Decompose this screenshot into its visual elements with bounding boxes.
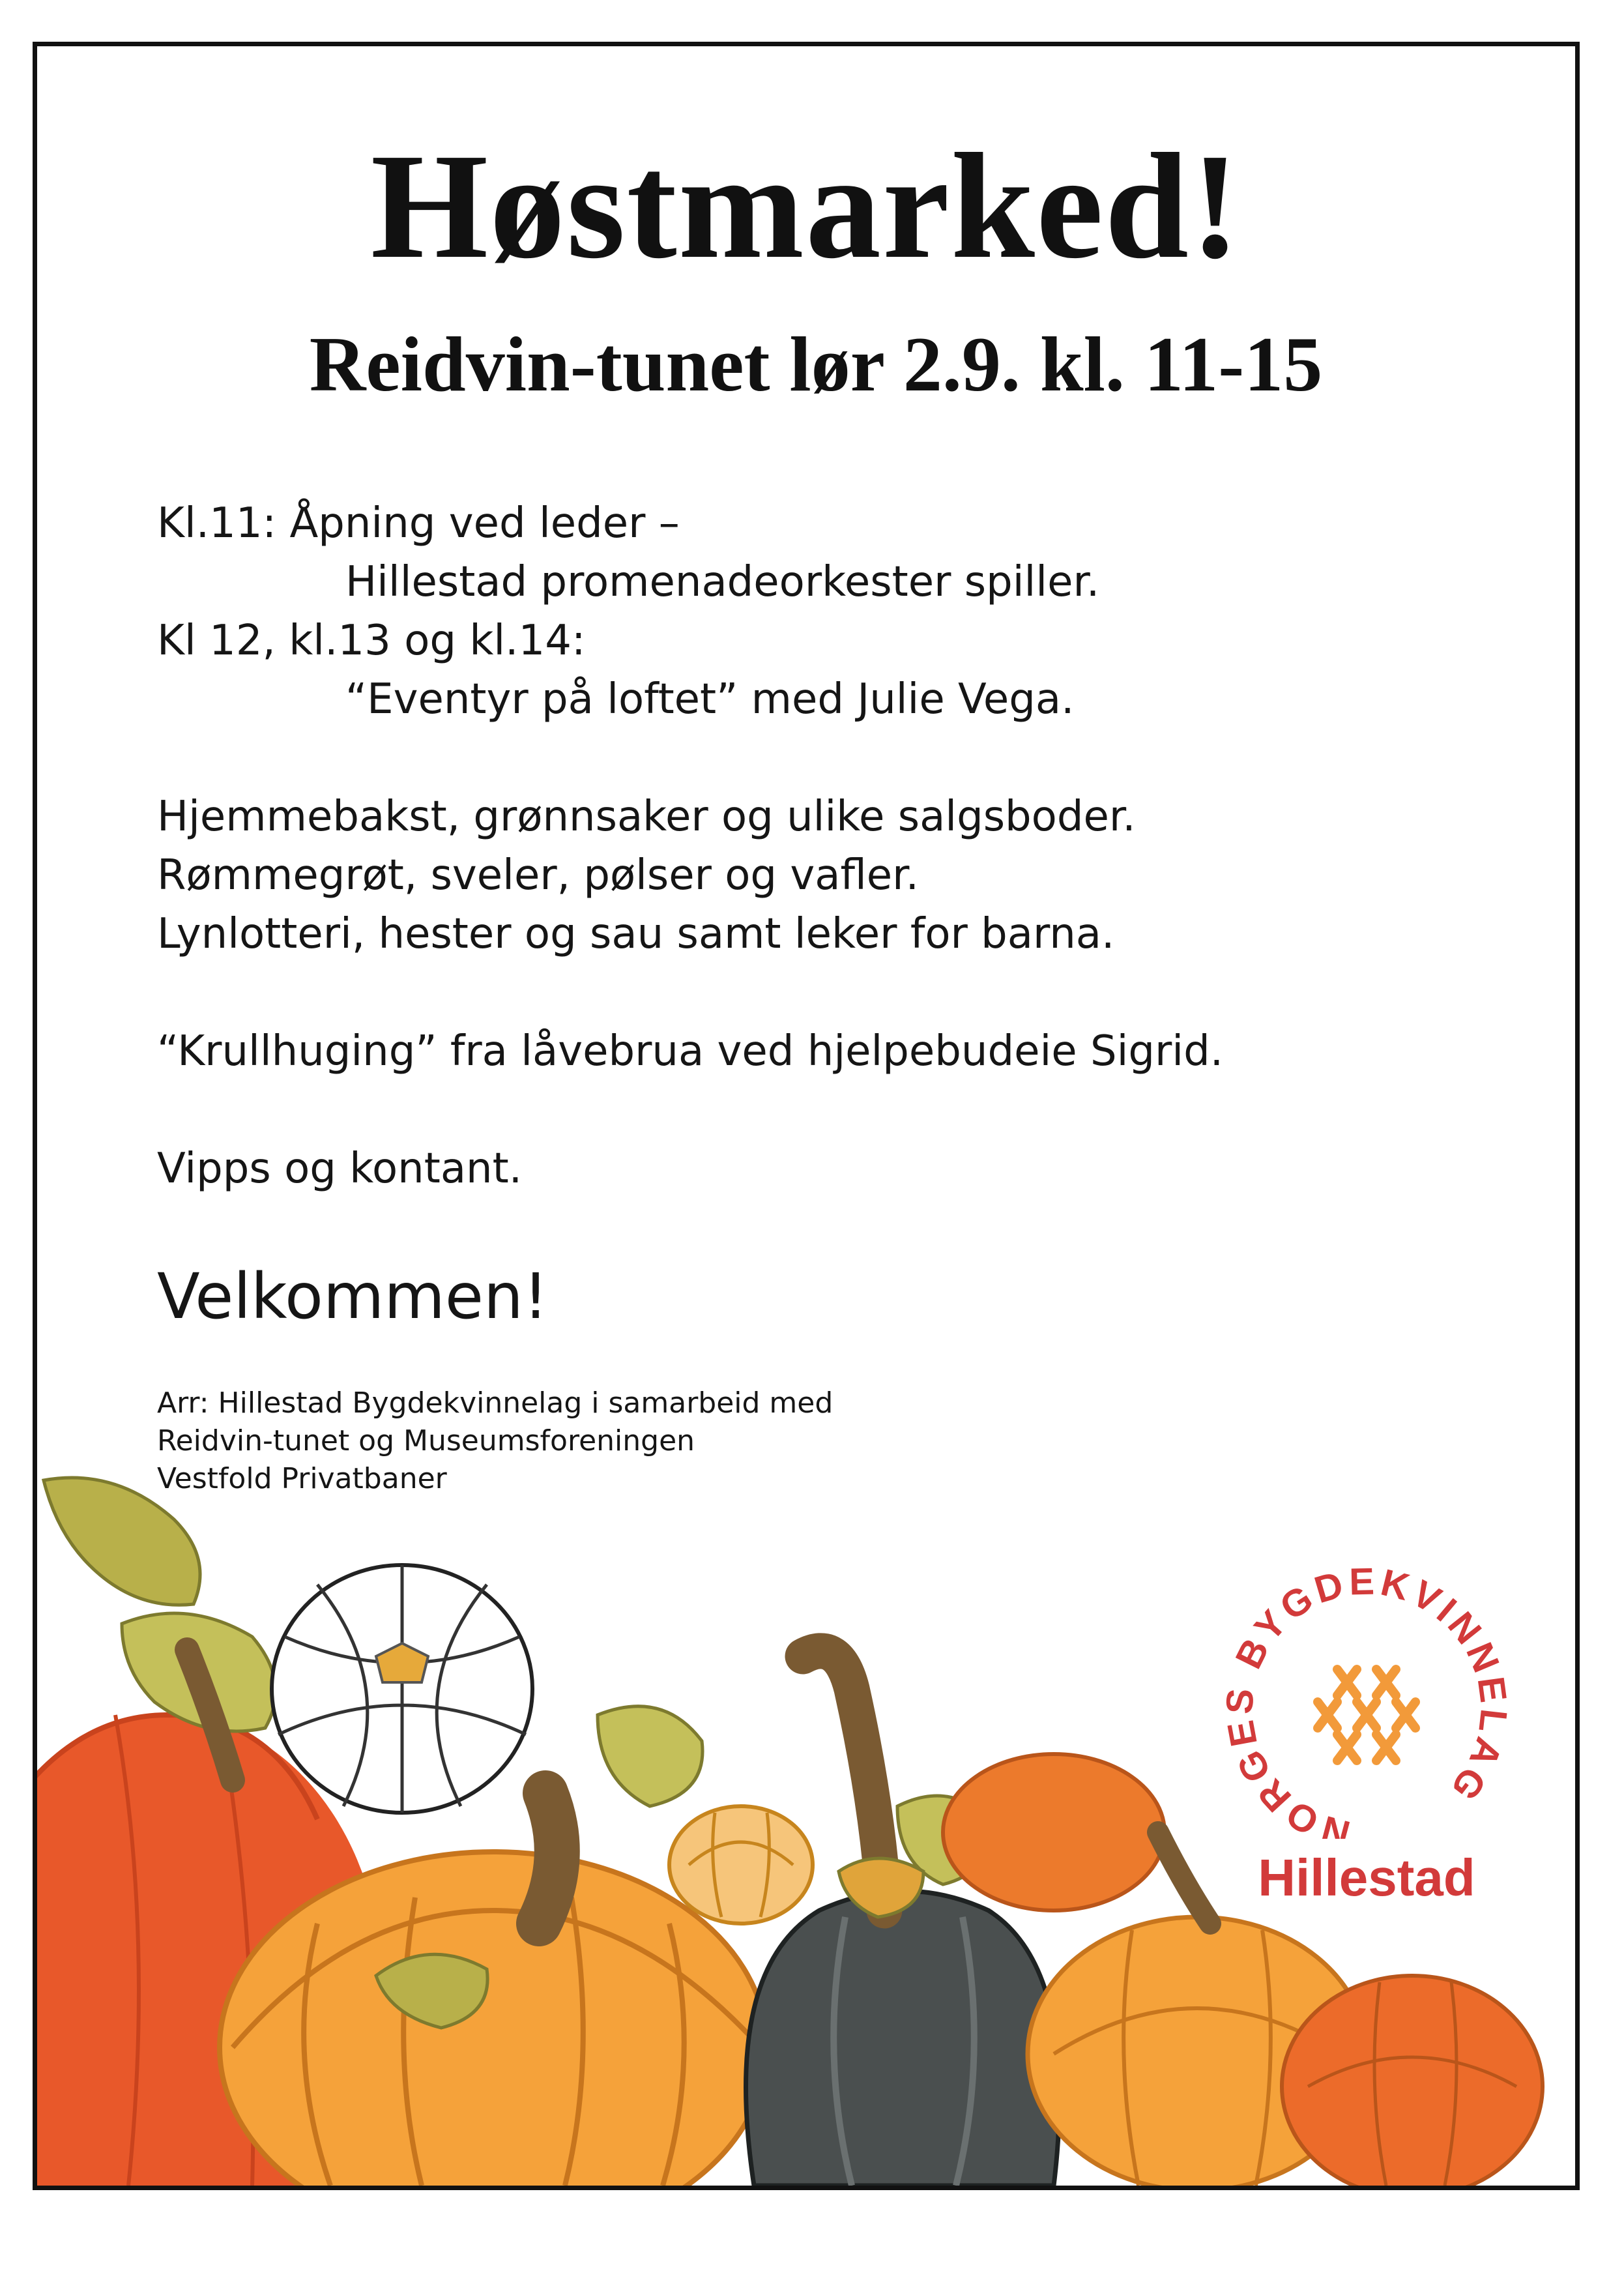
- credits-line-3: Vestfold Privatbaner: [157, 1462, 447, 1495]
- program-line-4: “Eventyr på loftet” med Julie Vega.: [345, 675, 1075, 724]
- program-line-1: Kl.11: Åpning ved leder –: [157, 499, 680, 548]
- special-activity: “Krullhuging” fra låvebrua ved hjelpebudeie Sigrid.: [157, 1027, 1224, 1076]
- welcome-text: Velkommen!: [157, 1260, 549, 1333]
- logo-chapter-name: Hillestad: [1258, 1849, 1475, 1907]
- credits-line-2: Reidvin-tunet og Museumsforeningen: [157, 1424, 695, 1457]
- credits-line-1: Arr: Hillestad Bygdekvinnelag i samarbeid med: [157, 1386, 834, 1420]
- poster-subtitle: Reidvin-tunet lør 2.9. kl. 11-15: [309, 321, 1323, 407]
- offer-line-2: Rømmegrøt, sveler, pølser og vafler.: [157, 851, 919, 900]
- small-pumpkin: [669, 1806, 813, 1924]
- poster-title: Høstmarked!: [370, 123, 1242, 290]
- logo-emblem: [1204, 1545, 1530, 1839]
- program-line-3: Kl 12, kl.13 og kl.14:: [157, 617, 586, 665]
- wheat-emblem: [1318, 1669, 1415, 1761]
- white-pumpkin: [272, 1565, 532, 1813]
- logo-ring-text: NORGES BYGDEKVINNELAG: [1218, 1560, 1515, 1839]
- bygdekvinnelag-logo: [1204, 1545, 1530, 1911]
- offer-line-1: Hjemmebakst, grønnsaker og ulike salgsboder.: [157, 793, 1136, 841]
- program-line-2: Hillestad promenadeorkester spiller.: [345, 558, 1100, 606]
- svg-text:NORGES BYGDEKVINNELAG: [1218, 1560, 1515, 1839]
- dark-squash: [746, 1651, 1060, 2186]
- offer-line-3: Lynlotteri, hester og sau samt leker for barna.: [157, 910, 1115, 958]
- payment-info: Vipps og kontant.: [157, 1145, 523, 1193]
- poster-frame: [33, 42, 1580, 2190]
